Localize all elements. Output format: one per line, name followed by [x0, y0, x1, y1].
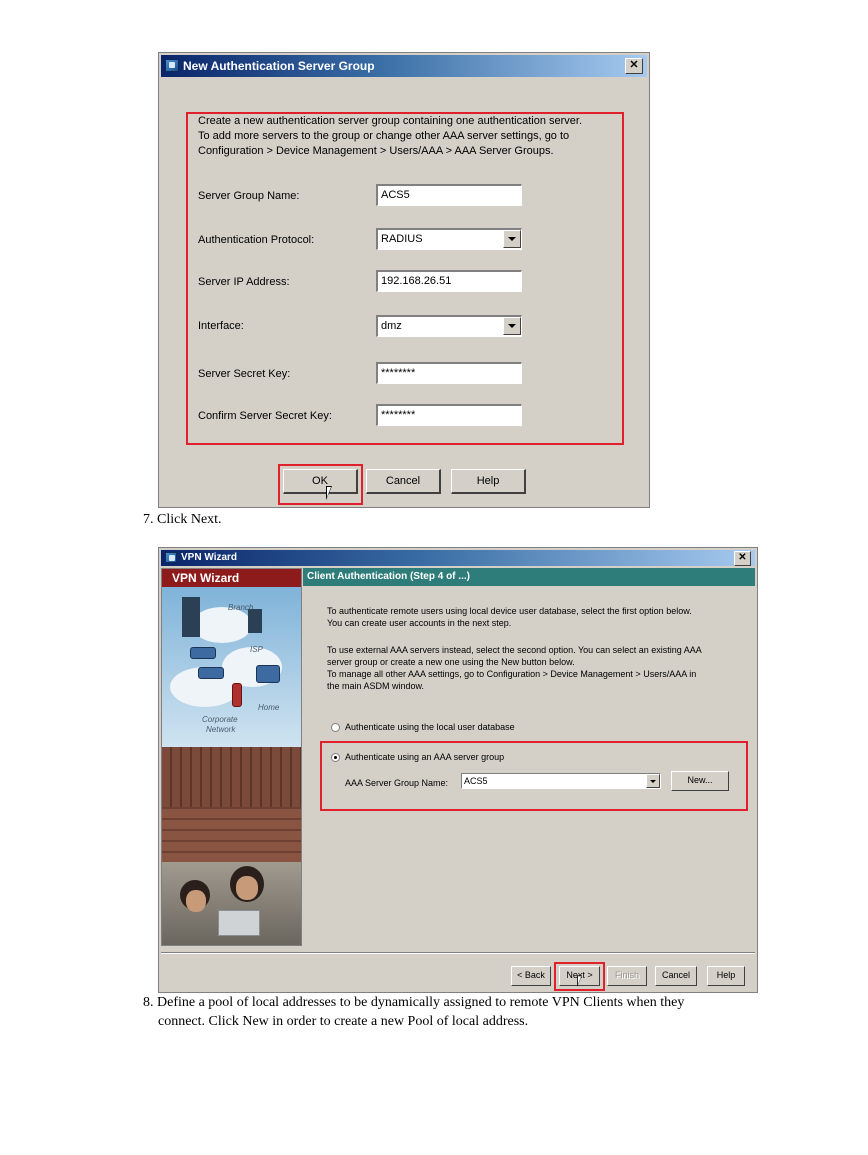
router-icon: [190, 647, 216, 659]
firewall-icon: [232, 683, 242, 707]
confirm-server-secret-key-label: Confirm Server Secret Key:: [198, 410, 332, 422]
app-window-icon: [165, 59, 179, 72]
section-title: Client Authentication (Step 4 of ...): [303, 568, 755, 586]
aaa-server-group-select[interactable]: [461, 773, 661, 789]
close-icon[interactable]: ✕: [734, 551, 751, 566]
server-ip-address-label: Server IP Address:: [198, 276, 290, 288]
dialog1-titlebar: [161, 55, 647, 77]
dialog1-title: New Authentication Server Group: [183, 59, 375, 73]
radio-local-database[interactable]: [331, 723, 340, 732]
people-photo: [162, 862, 301, 945]
laptop-icon: [218, 910, 260, 936]
help-button[interactable]: Help: [451, 469, 526, 494]
isp-tag: ISP: [250, 645, 263, 654]
home-tag: Home: [258, 703, 280, 712]
home-device-icon: [256, 665, 280, 683]
mouse-cursor-icon: [577, 975, 587, 986]
authentication-protocol-select[interactable]: [376, 228, 522, 250]
paragraph-line: the main ASDM window.: [327, 681, 425, 691]
aaa-server-group-name-label: AAA Server Group Name:: [345, 778, 449, 788]
building-icon: [182, 597, 200, 637]
help-button[interactable]: Help: [707, 966, 745, 986]
new-auth-server-group-dialog: [158, 52, 650, 508]
server-group-name-label: Server Group Name:: [198, 190, 300, 202]
cancel-button[interactable]: Cancel: [655, 966, 697, 986]
chevron-down-icon[interactable]: [503, 230, 521, 248]
server-group-name-input[interactable]: ACS5: [376, 184, 522, 206]
description-line: Configuration > Device Management > Users/AAA > AAA Server Groups.: [198, 145, 554, 157]
wizard-panel-header: VPN Wizard: [162, 569, 301, 587]
ok-button[interactable]: OK: [283, 469, 358, 494]
cloud-shape: [192, 607, 252, 643]
intro-paragraph-2: [327, 644, 702, 692]
finish-button[interactable]: Finish: [607, 966, 647, 986]
router-icon: [198, 667, 224, 679]
dialog2-title: VPN Wizard: [181, 552, 238, 563]
dialog2-titlebar: [161, 550, 755, 566]
paragraph-line: You can create user accounts in the next step.: [327, 618, 512, 628]
footer-divider: [161, 952, 755, 954]
person-face: [186, 890, 206, 912]
vpn-wizard-dialog: [158, 547, 758, 993]
radio-local-database-label[interactable]: Authenticate using the local user database: [345, 722, 515, 732]
brick-illustration: [162, 807, 301, 862]
server-secret-key-label: Server Secret Key:: [198, 368, 291, 380]
step-8-line-1: 8. Define a pool of local addresses to be dynamically assigned to remote VPN Clients when they: [143, 995, 685, 1010]
building-icon: [248, 609, 262, 633]
aaa-server-group-value: ACS5: [464, 776, 488, 786]
authentication-protocol-label: Authentication Protocol:: [198, 234, 315, 246]
wizard-illustration-panel: [161, 568, 302, 946]
corporate-tag: Corporate: [202, 715, 238, 724]
network-tag: Network: [206, 725, 236, 734]
interface-select[interactable]: [376, 315, 522, 337]
server-secret-key-input[interactable]: ********: [376, 362, 522, 384]
network-diagram-illustration: [162, 587, 301, 747]
paragraph-line: To authenticate remote users using local device user database, select the first option below.: [327, 606, 692, 616]
authentication-protocol-value: RADIUS: [381, 233, 423, 245]
radio-aaa-server-group[interactable]: [331, 753, 340, 762]
cancel-button[interactable]: Cancel: [366, 469, 441, 494]
close-icon[interactable]: ✕: [625, 58, 643, 74]
step-8-line-2: connect. Click New in order to create a new Pool of local address.: [158, 1014, 529, 1029]
server-ip-address-input[interactable]: 192.168.26.51: [376, 270, 522, 292]
branch-tag: Branch: [228, 603, 254, 612]
confirm-server-secret-key-input[interactable]: ********: [376, 404, 522, 426]
back-button[interactable]: < Back: [511, 966, 551, 986]
radio-aaa-server-group-label[interactable]: Authenticate using an AAA server group: [345, 752, 505, 762]
paragraph-line: server group or create a new one using the New button below.: [327, 657, 575, 667]
chevron-down-icon[interactable]: [646, 774, 660, 788]
dialog1-description: [198, 114, 582, 159]
next-button[interactable]: Next >: [559, 966, 600, 986]
chevron-down-icon[interactable]: [503, 317, 521, 335]
person-face: [236, 876, 258, 900]
step-7-text: 7. Click Next.: [143, 512, 222, 527]
description-line: To add more servers to the group or change other AAA server settings, go to: [198, 130, 570, 142]
interface-label: Interface:: [198, 320, 244, 332]
mouse-cursor-icon: [326, 486, 338, 500]
new-button[interactable]: New...: [671, 771, 729, 791]
description-line: Create a new authentication server group containing one authentication server.: [198, 115, 583, 127]
intro-paragraph-1: [327, 605, 692, 629]
app-window-icon: [165, 552, 177, 563]
paragraph-line: To use external AAA servers instead, select the second option. You can select an existing AAA: [327, 645, 702, 655]
interface-value: dmz: [381, 320, 402, 332]
paragraph-line: To manage all other AAA settings, go to Configuration > Device Management > Users/AAA in: [327, 669, 697, 679]
